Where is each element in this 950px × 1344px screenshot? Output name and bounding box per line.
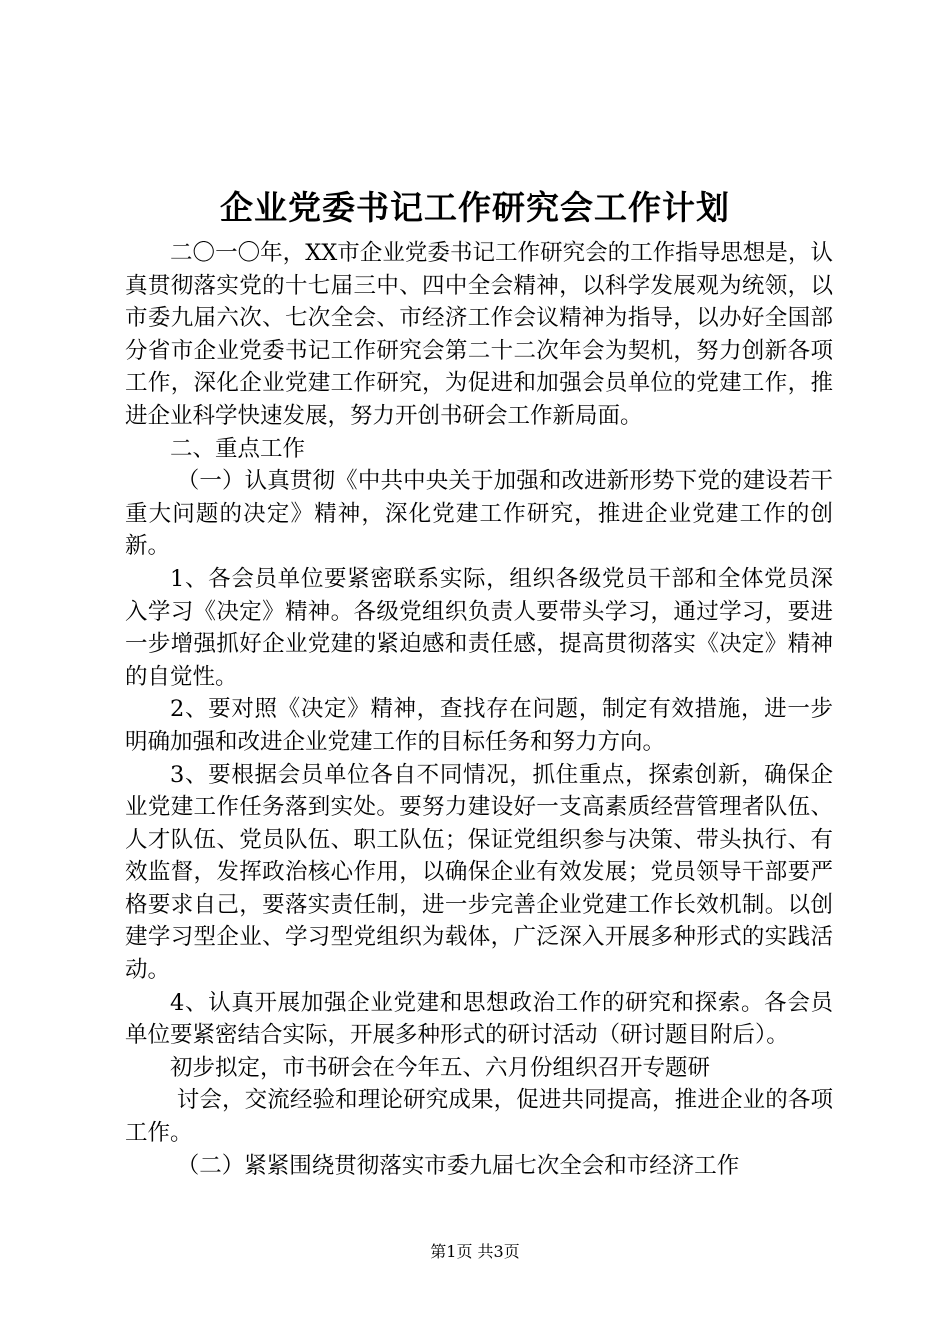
page-footer: 第1页 共3页 xyxy=(430,1242,520,1261)
paragraph-point-4: 4、认真开展加强企业党建和思想政治工作的研究和探索。各会员单位要紧密结合实际，开展多种形式的研讨活动（研讨题目附后）。 xyxy=(125,989,833,1049)
paragraph-item-2: （二）紧紧围绕贯彻落实市委九届七次全会和市经济工作 xyxy=(176,1152,740,1179)
paragraph-seminar: 讨会，交流经验和理论研究成果，促进共同提高，推进企业的各项工作。 xyxy=(125,1087,833,1147)
paragraph-point-3: 3、要根据会员单位各自不同情况，抓住重点，探索创新，确保企业党建工作任务落到实处。要努力建设好一支高素质经营管理者队伍、人才队伍、党员队伍、职工队伍；保证党组织参与决策、带头执行、有效监督，发挥政治核心作用，以确保企业有效发展；党员领导干部要严格要求自己，要落实责任制，进一步完善企业党建工作长效机制。以创建学习型企业、学习型党组织为载体，广泛深入开展多种形式的实践活动。 xyxy=(125,761,833,984)
paragraph-item-1: （一）认真贯彻《中共中央关于加强和改进新形势下党的建设若干重大问题的决定》精神，深化党建工作研究，推进企业党建工作的创新。 xyxy=(125,468,833,560)
document-body xyxy=(125,237,833,1182)
paragraph-guiding-thought: 二〇一〇年，XX市企业党委书记工作研究会的工作指导思想是，认真贯彻落实党的十七届三中、四中全会精神，以科学发展观为统领，以市委九届六次、七次全会、市经济工作会议精神为指导，以办好全国部分省市企业党委书记工作研究会第二十二次年会为契机，努力创新各项工作，深化企业党建工作研究，为促进和加强会员单位的党建工作，推进企业科学快速发展，努力开创书研会工作新局面。 xyxy=(125,240,833,429)
document-title: 企业党委书记工作研究会工作计划 xyxy=(220,188,730,227)
paragraph-preliminary-plan: 初步拟定，市书研会在今年五、六月份组织召开专题研 xyxy=(170,1054,711,1081)
paragraph-point-1: 1、各会员单位要紧密联系实际，组织各级党员干部和全体党员深入学习《决定》精神。各级党组织负责人要带头学习，通过学习，要进一步增强抓好企业党建的紧迫感和责任感，提高贯彻落实《决定》精神的自觉性。 xyxy=(125,565,833,690)
section-heading-key-work: 二、重点工作 xyxy=(170,435,306,462)
paragraph-point-2: 2、要对照《决定》精神，查找存在问题，制定有效措施，进一步明确加强和改进企业党建工作的目标任务和努力方向。 xyxy=(125,696,833,755)
